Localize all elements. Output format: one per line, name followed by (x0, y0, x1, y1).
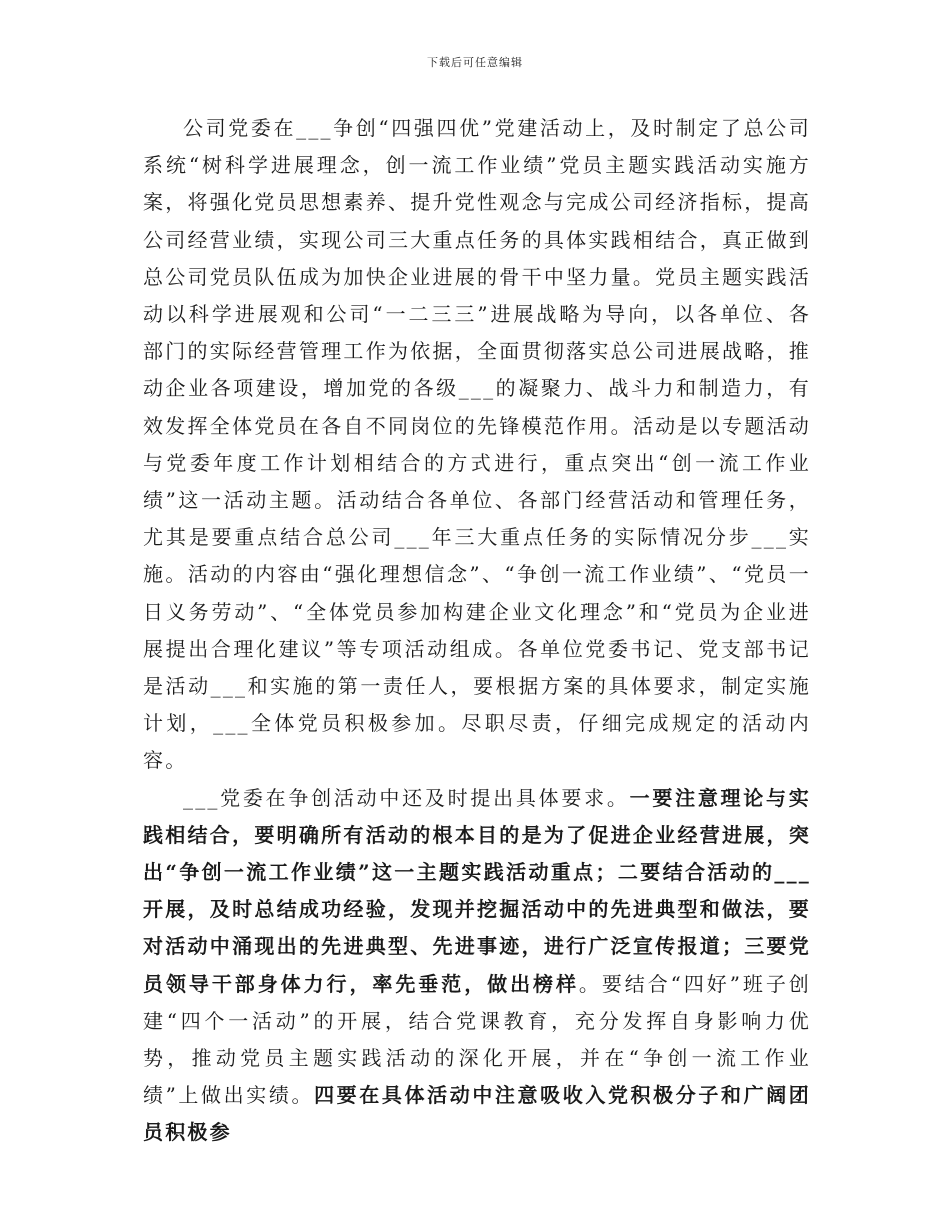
paragraph-2-intro: ___党委在争创活动中还及时提出具体要求。 (183, 785, 630, 810)
paragraph-1: 公司党委在___争创“四强四优”党建活动上，及时制定了总公司系统“树科学进展理念，创一流工作业绩”党员主题实践活动实施方案，将强化党员思想素养、提升党性观念与完成公司经济指标，提高公司经营业绩，实现公司三大重点任务的具体实践相结合，真正做到总公司党员队伍成为加快企业进展的骨干中坚力量。党员主题实践活动以科学进展观和公司“一二三三”进展战略为导向，以各单位、各部门的实际经营管理工作为依据，全面贯彻落实总公司进展战略，推动企业各项建设，增加党的各级___的凝聚力、战斗力和制造力，有效发挥全体党员在各自不同岗位的先锋模范作用。活动是以专题活动与党委年度工作计划相结合的方式进行，重点突出“创一流工作业绩”这一活动主题。活动结合各单位、各部门经营活动和管理任务，尤其是要重点结合总公司___年三大重点任务的实际情况分步___实施。活动的内容由“强化理想信念”、“争创一流工作业绩”、“党员一日义务劳动”、“全体党员参加构建企业文化理念”和“党员为企业进展提出合理化建议”等专项活动组成。各单位党委书记、党支部书记是活动___和实施的第一责任人，要根据方案的具体要求，制定实施计划，___全体党员积极参加。尽职尽责，仔细完成规定的活动内容。 (143, 116, 811, 773)
paragraph-2 (143, 780, 811, 1152)
document-body (143, 110, 811, 1152)
page-header-note: 下载后可任意编辑 (427, 56, 523, 69)
paragraph-2-requirement-4: 四要在具体活动中注意吸收入党积极分子和广阔团员积极参 (143, 1083, 811, 1145)
paragraph-2-requirements-1-3: 一要注意理论与实践相结合，要明确所有活动的根本目的是为了促进企业经营进展，突出“争创一流工作业绩”这一主题实践活动重点；二要结合活动的___开展，及时总结成功经验，发现并挖掘活动中的先进典型和做法，要对活动中涌现出的先进典型、先进事迹，进行广泛宣传报道；三要党员领导干部身体力行，率先垂范，做出榜样 (143, 785, 811, 996)
paragraph-2-middle: 。要结合“四好”班子创建“四个一活动”的开展，结合党课教育，充分发挥自身影响力优势，推动党员主题实践活动的深化开展，并在“争创一流工作业绩”上做出实绩。 (143, 971, 811, 1108)
